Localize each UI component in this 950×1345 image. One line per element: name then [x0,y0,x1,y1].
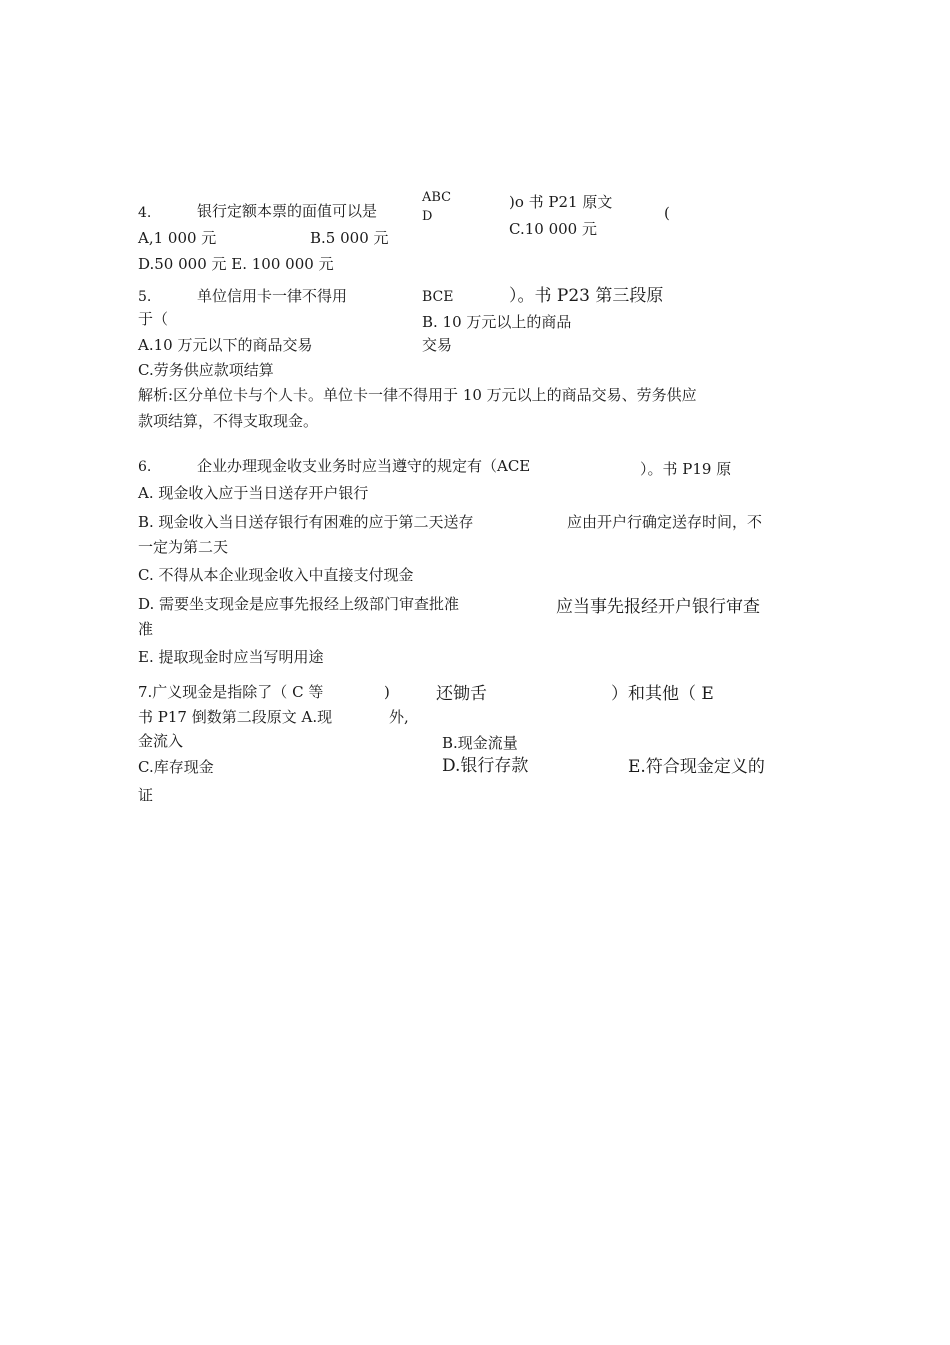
q4-answer-bottom: D [422,209,433,224]
q5-stem: 单位信用卡一律不得用 [197,287,348,305]
q5-option-b: B. 10 万元以上的商品 [422,313,572,331]
q4-stem: 银行定额本票的面值可以是 [197,202,378,220]
q6-option-e: E. 提取现金时应当写明用途 [138,648,324,666]
q5-analysis-line1: 解析:区分单位卡与个人卡。单位卡一律不得用于 10 万元以上的商品交易、劳务供应 [138,386,697,404]
q4-option-c: C.10 000 元 [509,220,597,238]
q4-option-a: A,1 000 元 [138,229,217,247]
q7-wai: 外, [389,708,409,726]
q6-option-b-note: 应由开户行确定送存时间，不 [567,513,763,531]
q7-option-a-cont: 金流入 [138,732,184,750]
q7-option-e: E.符合现金定义的 [628,757,765,777]
q7-option-d: D.银行存款 [442,756,529,776]
q5-number: 5. [138,289,152,305]
q5-reference: ）。书 P23 第三段原 [509,286,664,306]
q5-option-b-cont: 交易 [422,336,453,354]
q6-reference: ）。书 P19 原 [640,460,732,478]
q6-option-d-note: 应当事先报经开户银行审查 [556,597,760,617]
q6-number: 6. [138,459,152,475]
q7-option-e-cont: 证 [138,786,154,804]
q7-reference: 书 P17 倒数第二段原文 A.现 [138,708,333,726]
q7-stem: 7.广义现金是指除了（ C 等 [138,683,324,701]
q4-answer-top: ABC [422,190,452,205]
q5-option-a: A.10 万元以下的商品交易 [138,336,313,354]
q5-stem-cont: 于（ [138,310,169,328]
q5-analysis-line2: 款项结算，不得支取现金。 [138,412,319,430]
q6-option-d: D. 需要坐支现金是应事先报经上级部门审查批准 [138,595,460,613]
q7-paren-close: ) [384,683,390,701]
q6-stem: 企业办理现金收支业务时应当遵守的规定有（ACE [197,457,531,475]
q6-option-d-cont: 准 [138,620,154,638]
q4-reference: )o 书 P21 原文 [509,193,613,211]
q4-option-de: D.50 000 元 E. 100 000 元 [138,255,334,273]
q5-option-c: C.劳务供应款项结算 [138,361,274,379]
q7-middle: 还锄舌 [436,684,487,704]
q7-option-b: B.现金流量 [442,734,518,752]
q7-tail: ）和其他（ E [611,684,714,704]
q4-paren: ( [664,204,670,222]
q4-option-b: B.5 000 元 [310,229,389,247]
q7-option-c: C.库存现金 [138,758,214,776]
q6-option-c: C. 不得从本企业现金收入中直接支付现金 [138,566,414,584]
q6-option-b-cont: 一定为第二天 [138,538,229,556]
q6-option-b: B. 现金收入当日送存银行有困难的应于第二天送存 [138,513,474,531]
q5-answer: BCE [422,289,454,305]
q4-number: 4. [138,205,152,221]
q6-option-a: A. 现金收入应于当日送存开户银行 [138,484,369,502]
